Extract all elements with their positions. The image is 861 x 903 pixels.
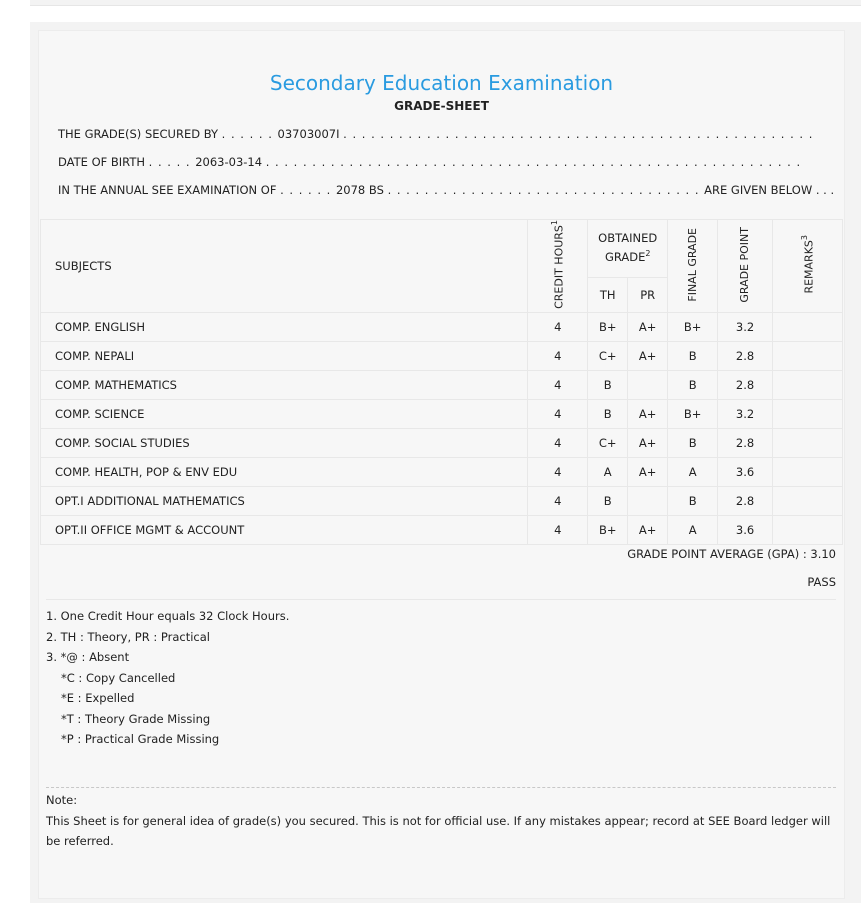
table-row: [41, 515, 843, 544]
footnote-practical-missing: *P : Practical Grade Missing: [61, 732, 220, 746]
grade-point-cell: 3.6: [718, 457, 773, 486]
final-grade-cell: A: [668, 515, 718, 544]
gpa-value: 3.10: [810, 547, 836, 561]
th-grade-cell: B: [588, 399, 628, 428]
exam-line: IN THE ANNUAL SEE EXAMINATION OF . . . . . . 2078 BS . . . . . . . . . . . . . . . . . . . . . . . . . . . . . . . . . . ARE GIVEN BELOW . . .: [58, 183, 835, 197]
credit-cell: 4: [528, 515, 588, 544]
credit-cell: 4: [528, 457, 588, 486]
subject-cell: COMP. SOCIAL STUDIES: [41, 428, 528, 457]
top-strip: [30, 0, 861, 6]
footnote-3: 3. *@ : Absent: [46, 650, 130, 664]
final-grade-cell: A: [668, 457, 718, 486]
note-text: This Sheet is for general idea of grade(s) you secured. This is not for official use. If any mistakes appear; record at SEE Board ledger will be referred.: [46, 813, 831, 848]
final-grade-header: FINAL GRADE: [668, 220, 718, 313]
credit-cell: 4: [528, 370, 588, 399]
gpa-line: [627, 547, 836, 561]
dob-value: 2063-03-14: [195, 155, 263, 169]
pr-grade-cell: A+: [628, 428, 668, 457]
table-row: [41, 370, 843, 399]
pr-header: PR: [628, 277, 668, 312]
dob-label: DATE OF BIRTH: [58, 155, 146, 169]
subject-cell: COMP. SCIENCE: [41, 399, 528, 428]
th-grade-cell: B+: [588, 515, 628, 544]
footnote-copy-cancelled: *C : Copy Cancelled: [61, 670, 176, 685]
grade-point-cell: 2.8: [718, 341, 773, 370]
table-row: [41, 399, 843, 428]
table-row: [41, 486, 843, 515]
note-label: Note:: [46, 793, 78, 807]
subject-cell: COMP. ENGLISH: [41, 312, 528, 341]
final-grade-cell: B: [668, 486, 718, 515]
result-status: PASS: [807, 575, 836, 589]
remarks-cell: [773, 341, 843, 370]
exam-title: Secondary Education Examination: [269, 71, 614, 95]
pr-grade-cell: [628, 370, 668, 399]
th-grade-cell: C+: [588, 341, 628, 370]
footnotes: [46, 599, 836, 750]
subject-cell: COMP. NEPALI: [41, 341, 528, 370]
remarks-cell: [773, 515, 843, 544]
subject-cell: COMP. HEALTH, POP & ENV EDU: [41, 457, 528, 486]
credit-cell: 4: [528, 341, 588, 370]
pr-grade-cell: [628, 486, 668, 515]
grade-point-cell: 3.2: [718, 312, 773, 341]
credit-cell: 4: [528, 399, 588, 428]
grade-point-cell: 2.8: [718, 370, 773, 399]
exam-label: IN THE ANNUAL SEE EXAMINATION OF: [58, 183, 277, 197]
footnote-2: 2. TH : Theory, PR : Practical: [46, 629, 210, 644]
grade-point-cell: 3.6: [718, 515, 773, 544]
remarks-cell: [773, 399, 843, 428]
credit-cell: 4: [528, 428, 588, 457]
th-grade-cell: B: [588, 370, 628, 399]
pr-grade-cell: A+: [628, 399, 668, 428]
footnote-1: 1. One Credit Hour equals 32 Clock Hours.: [46, 609, 290, 623]
final-grade-cell: B: [668, 428, 718, 457]
subjects-header: SUBJECTS: [41, 220, 528, 313]
grade-sheet-card: [38, 30, 845, 899]
final-grade-cell: B+: [668, 399, 718, 428]
th-grade-cell: C+: [588, 428, 628, 457]
dob-line: DATE OF BIRTH . . . . . 2063-03-14 . . . . . . . . . . . . . . . . . . . . . . . . . . . . . . . . . . . . . . . . . . . . . . . . . . . . . . . . . .: [58, 155, 802, 169]
note-section: [46, 787, 836, 852]
footnote-theory-missing: *T : Theory Grade Missing: [61, 711, 211, 726]
pr-grade-cell: A+: [628, 341, 668, 370]
subject-cell: OPT.II OFFICE MGMT & ACCOUNT: [41, 515, 528, 544]
remarks-cell: [773, 428, 843, 457]
credit-cell: 4: [528, 312, 588, 341]
page-panel: [30, 22, 861, 903]
table-row: [41, 457, 843, 486]
credit-hours-header: CREDIT HOURS$^1$: [528, 220, 588, 313]
grade-point-cell: 2.8: [718, 428, 773, 457]
pr-grade-cell: A+: [628, 312, 668, 341]
table-row: [41, 341, 843, 370]
exam-year: 2078 BS: [335, 183, 384, 197]
table-row: [41, 312, 843, 341]
pr-grade-cell: A+: [628, 457, 668, 486]
th-header: TH: [588, 277, 628, 312]
remarks-cell: [773, 486, 843, 515]
credit-cell: 4: [528, 486, 588, 515]
gpa-label: GRADE POINT AVERAGE (GPA) :: [627, 547, 807, 561]
final-grade-cell: B: [668, 341, 718, 370]
remarks-cell: [773, 457, 843, 486]
remarks-cell: [773, 312, 843, 341]
secured-by-line: THE GRADE(S) SECURED BY . . . . . . 03703007I . . . . . . . . . . . . . . . . . . . . . . . . . . . . . . . . . . . . . . . . . . . . . . . . . . .: [58, 127, 814, 141]
grade-sheet-heading: GRADE-SHEET: [394, 99, 489, 113]
footnote-expelled: *E : Expelled: [61, 691, 135, 705]
final-grade-cell: B: [668, 370, 718, 399]
grade-point-cell: 2.8: [718, 486, 773, 515]
remarks-cell: [773, 370, 843, 399]
grades-table: [40, 219, 843, 545]
remarks-header: REMARKS$^3$: [773, 220, 843, 313]
grade-point-header: GRADE POINT: [718, 220, 773, 313]
grade-point-cell: 3.2: [718, 399, 773, 428]
th-grade-cell: B+: [588, 312, 628, 341]
table-row: [41, 428, 843, 457]
subject-cell: COMP. MATHEMATICS: [41, 370, 528, 399]
th-grade-cell: A: [588, 457, 628, 486]
secured-by-label: THE GRADE(S) SECURED BY: [58, 127, 219, 141]
obtained-grade-header: OBTAINED GRADE$^2$: [588, 220, 668, 278]
final-grade-cell: B+: [668, 312, 718, 341]
given-below-text: ARE GIVEN BELOW . . .: [704, 183, 835, 197]
symbol-number: 03703007I: [277, 127, 340, 141]
th-grade-cell: B: [588, 486, 628, 515]
subject-cell: OPT.I ADDITIONAL MATHEMATICS: [41, 486, 528, 515]
pr-grade-cell: A+: [628, 515, 668, 544]
